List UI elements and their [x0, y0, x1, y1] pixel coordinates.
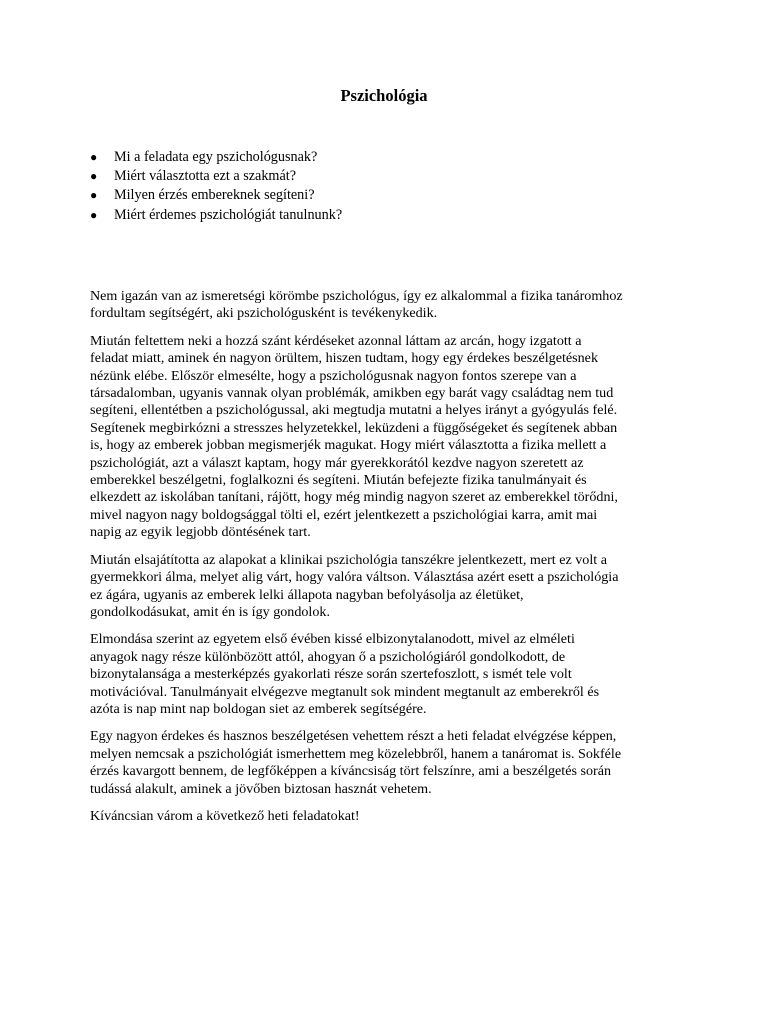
text-line: Miután feltettem neki a hozzá szánt kérdéseket azonnal láttam az arcán, hogy izgatott a [90, 332, 582, 349]
paragraph-university [90, 631, 682, 718]
text-line: bizonytalansága a mesterképzés gyakorlati része során szertefoszlott, s ismét tele volt [90, 666, 572, 683]
text-line: Elmondása szerint az egyetem első évében kissé elbizonytalanodott, mivel az elméleti [90, 631, 575, 648]
paragraph-interview [90, 333, 682, 542]
paragraph-closing [90, 808, 682, 825]
text-line: mivel nagyon nagy boldogsággal tölti el, ezért jelentkezett a pszichológiai karra, amit mai [90, 506, 598, 523]
document-title: Pszichológia [340, 86, 428, 105]
bullet-icon: ● [90, 150, 98, 164]
text-line: pszichológiát, azt a választ kaptam, hogy már gyerekkorától kezdve nagyon szeretett az [90, 454, 584, 471]
text-line: gondolkodásukat, amit én is így gondolok. [90, 603, 330, 620]
question-text: Milyen érzés embereknek segíteni? [114, 187, 315, 204]
text-line: elkezdett az iskolában tanítani, rájött, hogy még mindig nagyon szeret az emberekkel törődni, [90, 489, 618, 506]
bullet-icon: ● [90, 169, 98, 184]
text-line: tudássá alakult, aminek a jövőben biztosan hasznát vehetem. [90, 780, 432, 797]
question-item [90, 186, 342, 205]
text-line: fordultam segítségért, aki pszichológusként is tevékenykedik. [90, 305, 438, 322]
text-line: azóta is nap mint nap boldogan siet az emberek segítségére. [90, 700, 427, 717]
question-item [90, 167, 342, 186]
question-text: Miért választotta ezt a szakmát? [114, 168, 296, 185]
text-line: gyermekkori álma, melyet alig várt, hogy valóra váltson. Választása azért esett a pszichológia [90, 569, 619, 586]
paragraph-intro [90, 288, 682, 323]
text-line: nézünk elébe. Először elmesélte, hogy a pszichológusnak nagyon fontos szerepe van a [90, 367, 577, 384]
text-line: Nem igazán van az ismeretségi körömbe pszichológus, így ez alkalommal a fizika tanáromhoz [90, 288, 623, 304]
paragraph-clinical [90, 552, 682, 622]
text-line: anyagok nagy része különbözött attól, ahogyan ő a pszichológiáról gondolkodott, de [90, 648, 566, 665]
text-line: ez ágára, ugyanis az emberek lelki állapota nagyban befolyásolja az életüket, [90, 586, 524, 603]
text-line: Segítenek megbirkózni a stresszes helyzetekkel, leküzdeni a függőségeket és segítenek abban [90, 419, 618, 436]
question-text: Miért érdemes pszichológiát tanulnunk? [114, 206, 343, 223]
text-line: társadalomban, ugyanis vannak olyan problémák, amikben egy barát vagy családtag nem tud [90, 385, 614, 402]
text-line: segíteni, ellentétben a pszichológussal, aki megtudja mutatni a helyes irányt a gyógyulás felé. [90, 402, 618, 419]
text-line: napig az egyik legjobb döntésének tart. [90, 524, 311, 541]
question-item [90, 206, 342, 225]
question-text: Mi a feladata egy pszichológusnak? [114, 149, 318, 165]
bullet-icon: ● [90, 188, 98, 203]
paragraph-conclusion [90, 728, 682, 798]
text-line: Egy nagyon érdekes és hasznos beszélgetésen vehettem részt a heti feladat elvégzése képpen, [90, 728, 617, 745]
question-item [90, 148, 342, 167]
text-line: motivációval. Tanulmányait elvégezve megtanult sok mindent megtanult az emberekről és [90, 683, 600, 700]
text-line: érzés kavargott bennem, de legfőképpen a kíváncsiság tört felszínre, ami a beszélgetés során [90, 763, 612, 780]
text-line: Kíváncsian várom a következő heti feladatokat! [90, 807, 360, 824]
text-line: emberekkel beszélgetni, foglalkozni és segíteni. Miután befejezte fizika tanulmányait és [90, 472, 587, 489]
bullet-icon: ● [90, 207, 98, 222]
question-list [90, 148, 342, 225]
body-text [90, 288, 682, 835]
text-line: is, hogy az emberek jobban megismerjék magukat. Hogy miért választotta a fizika mellett a [90, 437, 607, 454]
text-line: feladat miatt, aminek én nagyon örültem, hiszen tudtam, hogy egy érdekes beszélgetésnek [90, 350, 598, 367]
text-line: Miután elsajátította az alapokat a klinikai pszichológia tanszékre jelentkezett, mert ez volt a [90, 551, 607, 568]
text-line: melyen nemcsak a pszichológiát ismerhettem meg közelebbről, hanem a tanáromat is. Sokféle [90, 745, 622, 762]
